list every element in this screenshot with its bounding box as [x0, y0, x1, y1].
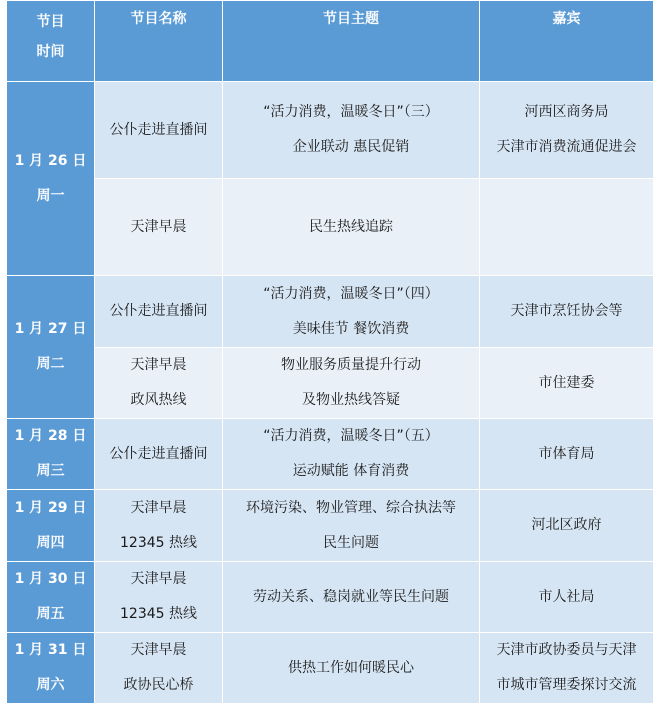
theme-text: 物业服务质量提升行动 — [281, 357, 421, 373]
guest-text: 天津市消费流通促进会 — [496, 139, 637, 155]
program-cell — [95, 490, 223, 562]
theme-cell — [223, 82, 480, 179]
header-guest: 嘉宾 — [480, 1, 654, 82]
program-cell — [95, 419, 223, 490]
guest-text: 天津市政协委员与天津 — [496, 642, 637, 658]
guest-text: 市城市管理委探讨交流 — [496, 677, 637, 693]
schedule-row — [7, 562, 654, 633]
theme-text: 美味佳节 餐饮消费 — [292, 320, 410, 337]
theme-text: 运动赋能 体育消费 — [292, 463, 410, 479]
theme-cell — [223, 419, 480, 490]
weekday-label: 周四 — [36, 534, 65, 551]
program-cell — [95, 179, 223, 276]
theme-cell — [223, 562, 480, 633]
header-row — [7, 1, 654, 82]
guest-text: 河西区商务局 — [524, 104, 609, 120]
date-label: 1 月 28 日 — [14, 428, 87, 444]
guest-cell — [480, 179, 654, 276]
guest-cell — [480, 562, 654, 633]
schedule-row — [7, 348, 654, 419]
program-text: 12345 热线 — [120, 534, 197, 551]
day-cell — [7, 82, 95, 276]
schedule-row — [7, 179, 654, 276]
weekday-label: 周一 — [36, 187, 65, 204]
guest-cell — [480, 490, 654, 562]
date-label: 1 月 29 日 — [14, 499, 87, 516]
theme-text: 劳动关系、稳岗就业等民生问题 — [253, 588, 449, 605]
weekday-label: 周六 — [36, 677, 65, 693]
schedule-row — [7, 276, 654, 348]
guest-cell — [480, 633, 654, 704]
program-cell — [95, 348, 223, 419]
theme-cell — [223, 276, 480, 348]
program-text: 天津早晨 — [130, 357, 187, 373]
guest-cell — [480, 276, 654, 348]
guest-cell — [480, 419, 654, 490]
schedule-table — [6, 0, 654, 704]
theme-cell — [223, 490, 480, 562]
program-cell — [95, 82, 223, 179]
date-label: 1 月 30 日 — [14, 571, 87, 587]
program-text: 天津早晨 — [130, 642, 187, 658]
schedule-row — [7, 82, 654, 179]
guest-cell — [480, 348, 654, 419]
day-cell — [7, 490, 95, 562]
day-cell — [7, 633, 95, 704]
theme-text: 企业联动 惠民促销 — [292, 139, 410, 155]
date-label: 1 月 31 日 — [14, 642, 87, 658]
guest-text: 天津市烹饪协会等 — [510, 303, 623, 319]
guest-cell — [480, 82, 654, 179]
header-time-line1: 节目 — [36, 14, 65, 30]
schedule-row — [7, 419, 654, 490]
program-cell — [95, 633, 223, 704]
day-cell — [7, 562, 95, 633]
program-text: 天津早晨 — [130, 571, 187, 587]
weekday-label: 周三 — [36, 463, 65, 479]
guest-text: 市体育局 — [538, 445, 595, 462]
theme-text: 及物业热线答疑 — [302, 392, 400, 408]
day-cell — [7, 419, 95, 490]
day-cell — [7, 276, 95, 419]
program-text: 公仆走进直播间 — [109, 445, 208, 462]
program-text: 政协民心桥 — [123, 677, 194, 693]
header-time — [7, 1, 95, 82]
schedule-row — [7, 490, 654, 562]
program-text: 公仆走进直播间 — [109, 121, 208, 138]
program-text: 天津早晨 — [130, 218, 187, 235]
guest-text: 市住建委 — [538, 374, 595, 391]
schedule-table-wrapper — [6, 0, 653, 704]
date-label: 1 月 27 日 — [14, 321, 87, 337]
schedule-row — [7, 633, 654, 704]
theme-text: “活力消费，温暖冬日”（三） — [263, 104, 439, 120]
guest-text: 市人社局 — [538, 588, 595, 605]
theme-text: 供热工作如何暖民心 — [288, 659, 414, 676]
header-program: 节目名称 — [95, 1, 223, 82]
weekday-label: 周二 — [36, 356, 65, 372]
theme-text: 民生热线追踪 — [309, 218, 393, 235]
theme-text: 环境污染、物业管理、综合执法等 — [246, 499, 456, 516]
theme-text: 民生问题 — [323, 534, 379, 551]
theme-text: “活力消费，温暖冬日”（五） — [263, 428, 439, 444]
program-cell — [95, 562, 223, 633]
theme-text: “活力消费，温暖冬日”（四） — [263, 285, 439, 302]
date-label: 1 月 26 日 — [14, 152, 87, 169]
theme-cell — [223, 179, 480, 276]
theme-cell — [223, 348, 480, 419]
program-text: 政风热线 — [130, 392, 187, 408]
program-text: 12345 热线 — [120, 606, 197, 622]
program-text: 天津早晨 — [130, 499, 187, 516]
schedule-body — [7, 82, 654, 704]
program-cell — [95, 276, 223, 348]
header-time-line2: 时间 — [36, 44, 65, 60]
header-theme: 节目主题 — [223, 1, 480, 82]
program-text: 公仆走进直播间 — [109, 303, 208, 319]
weekday-label: 周五 — [36, 606, 65, 622]
guest-text: 河北区政府 — [531, 517, 602, 533]
theme-cell — [223, 633, 480, 704]
